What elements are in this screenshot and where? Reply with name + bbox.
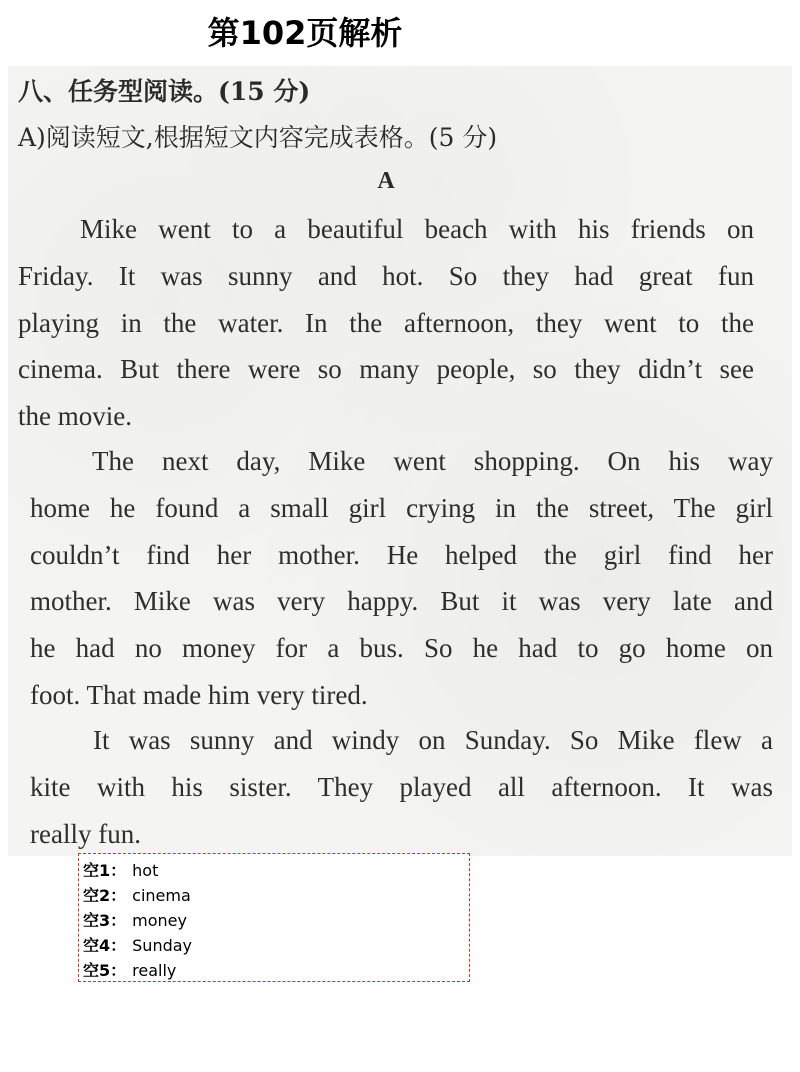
passage-paragraph-2 [30, 438, 773, 719]
answer-row [83, 958, 465, 983]
answer-label: 空1： [83, 861, 127, 880]
answer-row [83, 883, 465, 908]
passage-line: Friday. It was sunny and hot. So they had great fun [18, 260, 754, 291]
answer-row [83, 908, 465, 933]
answer-label: 空5： [83, 961, 127, 980]
answer-label: 空4： [83, 936, 127, 955]
answer-value: hot [132, 861, 159, 880]
answer-value: Sunday [132, 936, 193, 955]
passage-line: mother. Mike was very happy. But it was very late and [30, 586, 773, 617]
answer-row [83, 858, 465, 883]
passage-line: couldn’t find her mother. He helped the girl find her [30, 539, 773, 570]
task-instruction: A)阅读短文,根据短文内容完成表格。(5 分) [18, 123, 498, 152]
passage-line: the movie. [18, 401, 132, 432]
answer-value: money [132, 911, 187, 930]
passage-line: It was sunny and windy on Sunday. So Mike flew a [93, 725, 773, 755]
answer-row [83, 933, 465, 958]
passage-paragraph-3 [30, 717, 773, 857]
passage-line: Mike went to a beautiful beach with his friends on [80, 214, 754, 244]
passage-line: he had no money for a bus. So he had to go home on [30, 633, 773, 664]
passage-line: cinema. But there were so many people, so they didn’t see [18, 354, 754, 385]
passage-line: foot. That made him very tired. [30, 679, 368, 710]
answer-value: really [132, 961, 177, 980]
page-title: 第102页解析 [207, 14, 403, 52]
passage-line: The next day, Mike went shopping. On his way [92, 446, 773, 476]
passage-line: kite with his sister. They played all afternoon. It was [30, 771, 773, 802]
section-heading: 八、任务型阅读。(15 分) [18, 77, 311, 106]
answer-label: 空2： [83, 886, 127, 905]
passage-line: really fun. [30, 818, 141, 849]
passage-line: home he found a small girl crying in the street, The girl [30, 492, 773, 523]
answer-value: cinema [132, 886, 191, 905]
answer-label: 空3： [83, 911, 127, 930]
passage-letter: A [377, 168, 395, 194]
passage-line: playing in the water. In the afternoon, they went to the [18, 307, 754, 338]
passage-paragraph-1 [18, 206, 754, 440]
answer-box [78, 853, 470, 982]
